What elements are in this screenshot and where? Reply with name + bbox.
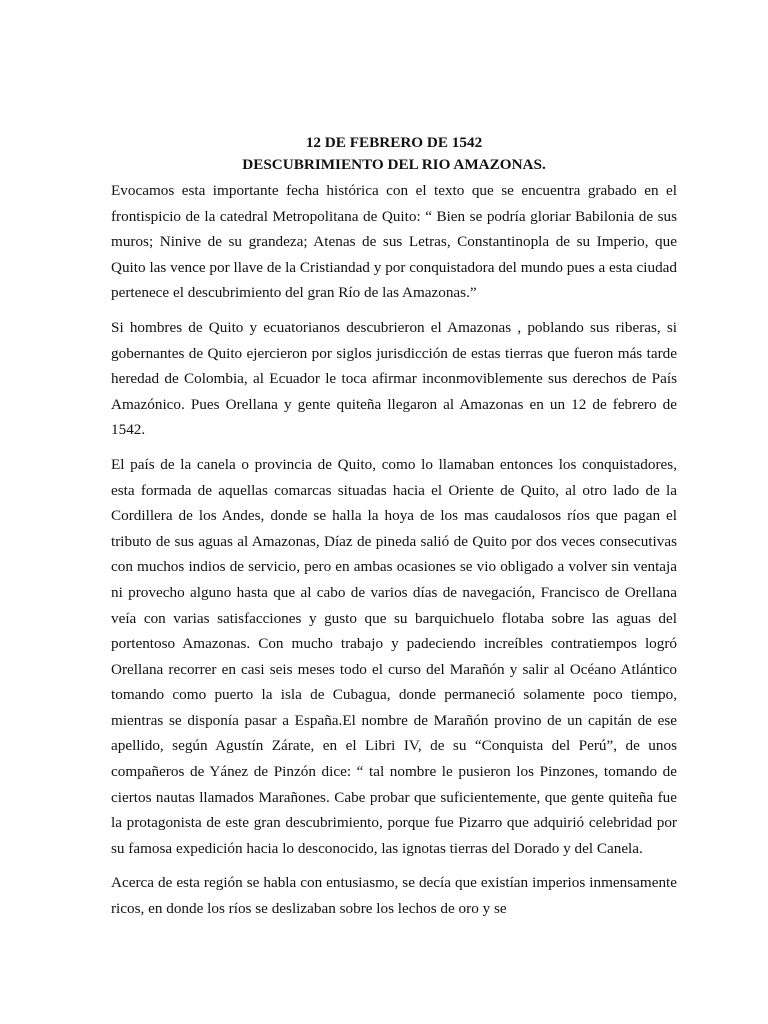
paragraph-1: Evocamos esta importante fecha histórica con el texto que se encuentra grabado en el frontispicio de la catedral Metropolitana de Quito: “ Bien se podría gloriar Babilonia de sus muros; Ninive de su grandeza; Atenas de sus Letras, Constantinopla de su Imperio, que Quito las vence por llave de la Cristiandad y por conquistadora del mundo pues a esta ciudad pertenece el descubrimiento del gran Río de las Amazonas.” bbox=[111, 182, 677, 302]
date-heading: 12 DE FEBRERO DE 1542 bbox=[305, 134, 483, 151]
paragraph-3: El país de la canela o provincia de Quito, como lo llamaban entonces los conquistadores, esta formada de aquellas comarcas situadas hacia el Oriente de Quito, al otro lado de la Cordillera de los Andes, donde se halla la hoya de los mas caudalosos ríos que pagan el tributo de sus aguas al Amazonas, Díaz de pineda salió de Quito por dos veces consecutivas con muchos indios de servicio, pero en ambas ocasiones se vio obligado a volver sin ventaja ni provecho alguno hasta que al cabo de varios días de navegación, Francisco de Orellana veía con varias satisfacciones y gusto que su barquichuelo flotaba sobre las aguas del portentoso Amazonas. Con mucho trabajo y padeciendo increíbles contratiempos logró Orellana recorrer en casi seis meses todo el curso del Marañón y salir al Océano Atlántico tomando como puerto la isla de Cubagua, donde permaneció solamente poco tiempo, mientras se disponía pasar a España.El nombre de Marañón provino de un capitán de ese apellido, según Agustín Zárate, en el Libri IV, de su “Conquista del Perú”, de unos compañeros de Yánez de Pinzón dice: “ tal nombre le pusieron los Pinzones, tomando de ciertos nautas llamados Marañones. Cabe probar que suficientemente, que gente quiteña fue la protagonista de este gran descubrimiento, porque fue Pizarro que adquirió celebridad por su famosa expedición hacia lo desconocido, las ignotas tierras del Dorado y del Canela. bbox=[111, 455, 677, 857]
paragraph-2: Si hombres de Quito y ecuatorianos descubrieron el Amazonas , poblando sus riberas, si gobernantes de Quito ejercieron por siglos jurisdicción de estas tierras que fueron más tarde heredad de Colombia, al Ecuador le toca afirmar inconmoviblemente sus derechos de País Amazónico. Pues Orellana y gente quiteña llegaron al Amazonas en un 12 de febrero de 1542. bbox=[111, 318, 677, 439]
title-heading: DESCUBRIMIENTO DEL RIO AMAZONAS. bbox=[242, 156, 546, 173]
document-body bbox=[111, 132, 677, 931]
paragraph-4: Acerca de esta región se habla con entusiasmo, se decía que existían imperios inmensamente ricos, en donde los ríos se deslizaban sobre los lechos de oro y se bbox=[111, 874, 677, 918]
